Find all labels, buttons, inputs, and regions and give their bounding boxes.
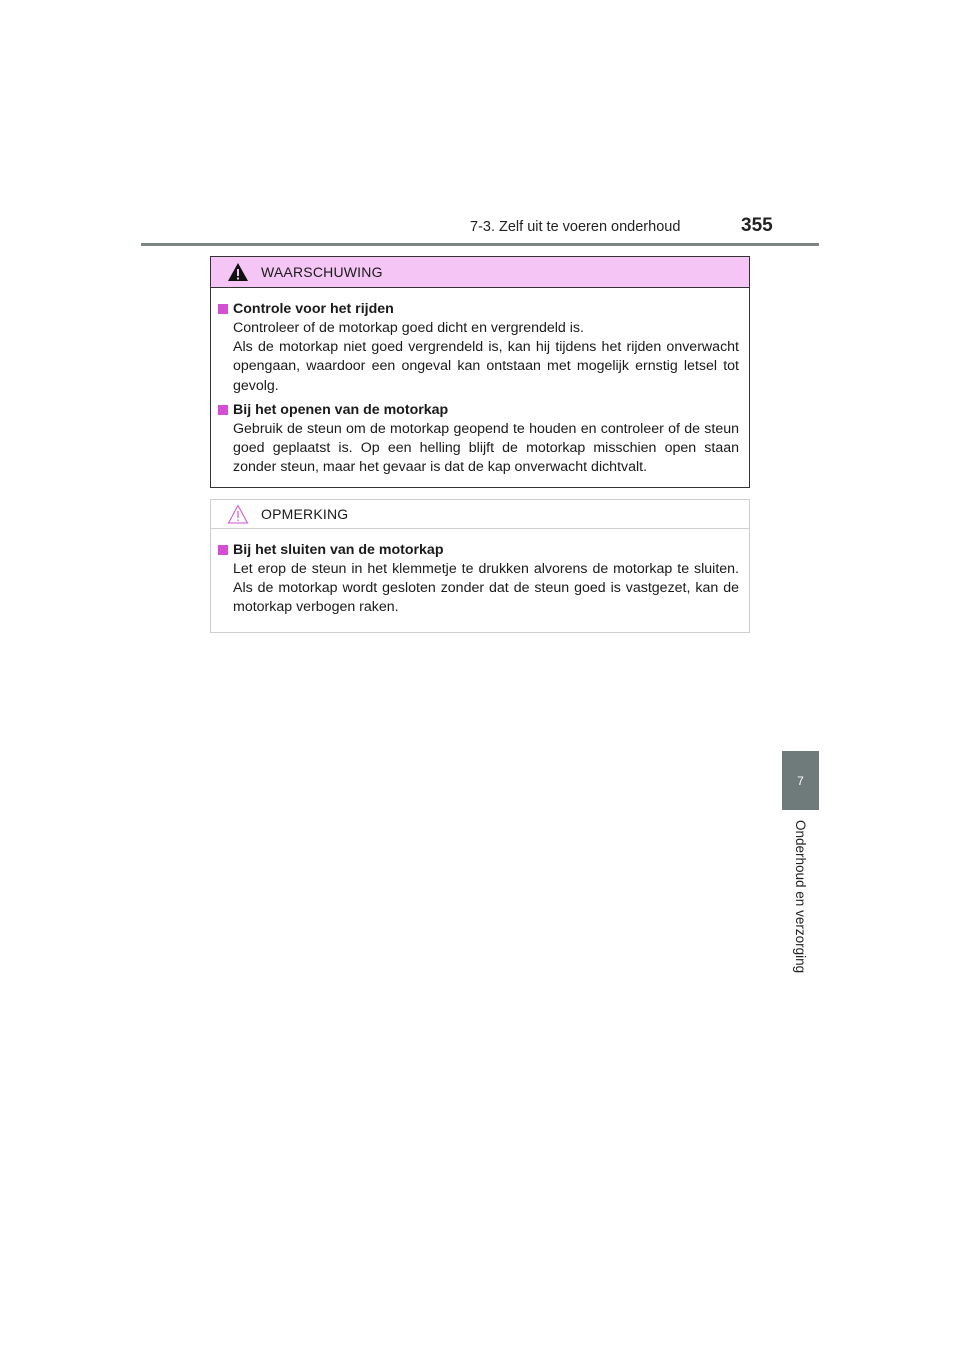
square-bullet-icon	[218, 304, 228, 314]
item-paragraph: Controleer of de motorkap goed dicht en vergrendeld is.	[233, 320, 584, 336]
warning-triangle-icon	[227, 262, 249, 282]
warning-title: WAARSCHUWING	[261, 264, 383, 280]
item-paragraph: Gebruik de steun om de motorkap geopend te houden en controleer of de steun goed geplaatst is. Op een helling blijft de motorkap misschien open staan zonder steun, maar het gevaar is dat de kap onverwacht dichtvalt.	[233, 420, 739, 476]
square-bullet-icon	[218, 405, 228, 415]
warning-header	[211, 257, 749, 288]
notice-header	[211, 500, 749, 529]
item-title: Bij het sluiten van de motorkap	[233, 542, 444, 558]
page-number: 355	[741, 215, 773, 236]
notice-item	[218, 540, 739, 618]
item-title: Controle voor het rijden	[233, 301, 394, 317]
chapter-number: 7	[797, 773, 804, 788]
item-title: Bij het openen van de motorkap	[233, 401, 449, 418]
item-paragraph: Als de motorkap niet goed vergrendeld is, kan hij tijdens het rijden onverwacht opengaan, waardoor een ongeval kan ontstaan met mogelijk ernstig letsel tot gevolg.	[233, 339, 739, 394]
warning-item	[218, 400, 739, 478]
warning-body	[211, 288, 749, 477]
item-paragraph: Let erop de steun in het klemmetje te drukken alvorens de motorkap te sluiten. Als de motorkap wordt gesloten zonder dat de steun goed is vastgezet, kan de motorkap verbogen raken.	[233, 561, 739, 616]
notice-body	[211, 529, 749, 618]
header-divider	[141, 243, 819, 246]
chapter-tab	[782, 751, 819, 810]
notice-title: OPMERKING	[261, 506, 349, 522]
notice-box	[210, 499, 750, 633]
section-title: 7-3. Zelf uit te voeren onderhoud	[470, 219, 681, 235]
chapter-title: Onderhoud en verzorging	[793, 820, 808, 974]
caution-triangle-icon	[227, 504, 249, 524]
warning-item	[218, 299, 739, 396]
chapter-label	[782, 820, 819, 990]
warning-box	[210, 256, 750, 488]
square-bullet-icon	[218, 545, 228, 555]
